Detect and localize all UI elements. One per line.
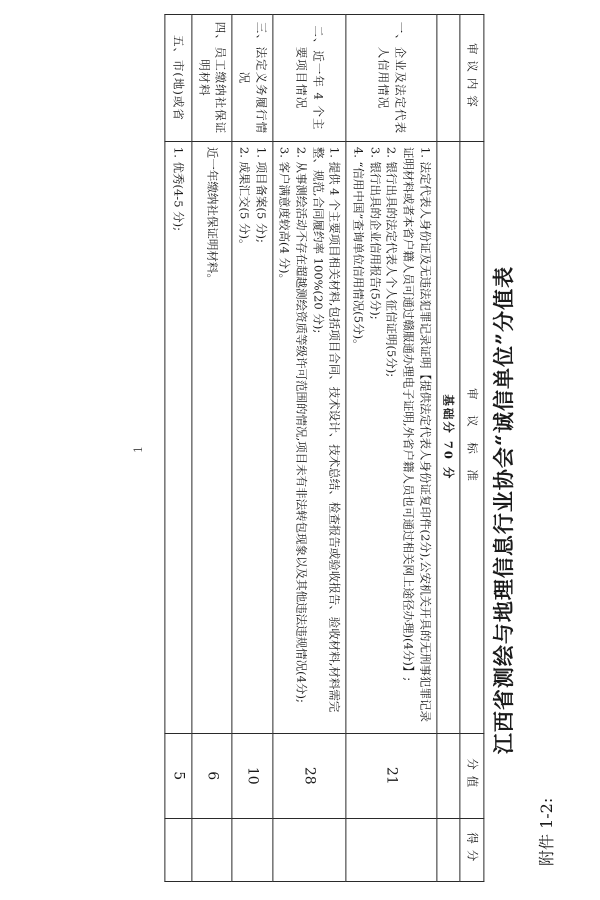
page-number: 1 (132, 446, 145, 453)
standard-line: 3. 客户满意度较高(4 分)。 (277, 146, 292, 285)
row-item: 四、员工缴纳社保证明材料 (192, 15, 232, 142)
row-standards (232, 141, 272, 733)
row-standards (346, 141, 436, 733)
table-body (165, 15, 437, 882)
base-score-label: 基础分 70 分 (437, 141, 461, 733)
header-standard: 审 议 标 准 (460, 141, 484, 733)
row-item: 五、市(地)或省 (165, 15, 192, 142)
table-header-row (460, 15, 484, 882)
standard-line: 1. 提供 4 个主要项目相关材料,包括项目合同、技术设计、技术总结、检查报告或验收报告、验收材料,材料需完整、规范,合同履约率 100%(20 分); (311, 146, 342, 713)
header-score: 分值 (460, 733, 484, 818)
standard-line: 1. 项目备案(5 分); (253, 146, 268, 243)
row-item: 一、企业及法定代表人信用情况 (346, 15, 436, 142)
row-standards (165, 141, 192, 733)
table-row (192, 15, 232, 882)
base-empty-cell (437, 15, 461, 142)
table-row (165, 15, 192, 882)
table-row (232, 15, 272, 882)
score-table (164, 14, 484, 882)
row-score: 5 (165, 733, 192, 818)
standard-line: 1. 优秀(4-5 分); (171, 146, 186, 232)
row-item: 三、法定义务履行情况 (232, 15, 272, 142)
document-title: 江西省测绘与地理信息行业协会“诚信单位”分值表 (491, 265, 516, 755)
row-standards (192, 141, 232, 733)
row-standards (272, 141, 346, 733)
standard-line: 2. 成果汇交(5 分)。 (237, 146, 252, 251)
base-empty-cell (437, 733, 461, 818)
row-item: 二、近一年 4 个主要项目情况 (272, 15, 346, 142)
base-empty-cell (437, 818, 461, 881)
standard-line: 4. “信用中国”查询单位信用情况(5分)。 (351, 146, 366, 351)
row-score: 21 (346, 733, 436, 818)
header-item: 审议内容 (460, 15, 484, 142)
standard-line: 近一年缴纳社保证明材料。 (205, 146, 220, 285)
standard-line: 2. 从事测绘活动不存在超越测绘资质等级许可范围的情况,项目未有非法转包现象以及其他违法违规情况(4分); (294, 146, 309, 703)
table-row (272, 15, 346, 882)
standard-line: 1. 法定代表人身份证及无违法犯罪记录证明【提供法定代表人身份证复印件(2分),公安机关开具的无刑事犯罪记录证明材料或者本省户籍人员可通过赣服通办理电子证明,外省户籍人员也可通过相关网上途径办理)(4分)】; (401, 146, 433, 722)
row-got-score (165, 818, 192, 881)
row-score: 10 (232, 733, 272, 818)
header-got: 得分 (460, 818, 484, 881)
table-row (346, 15, 436, 882)
row-score: 6 (192, 733, 232, 818)
row-score: 28 (272, 733, 346, 818)
standard-line: 2. 银行出具的法定代表人个人征信证明(5分); (384, 146, 399, 378)
attachment-label: 附件 1-2: (537, 797, 556, 866)
base-score-row (437, 15, 461, 882)
row-got-score (272, 818, 346, 881)
row-got-score (346, 818, 436, 881)
standard-line: 3. 银行出具的企业信用报告(5分); (368, 146, 383, 320)
row-got-score (192, 818, 232, 881)
row-got-score (232, 818, 272, 881)
